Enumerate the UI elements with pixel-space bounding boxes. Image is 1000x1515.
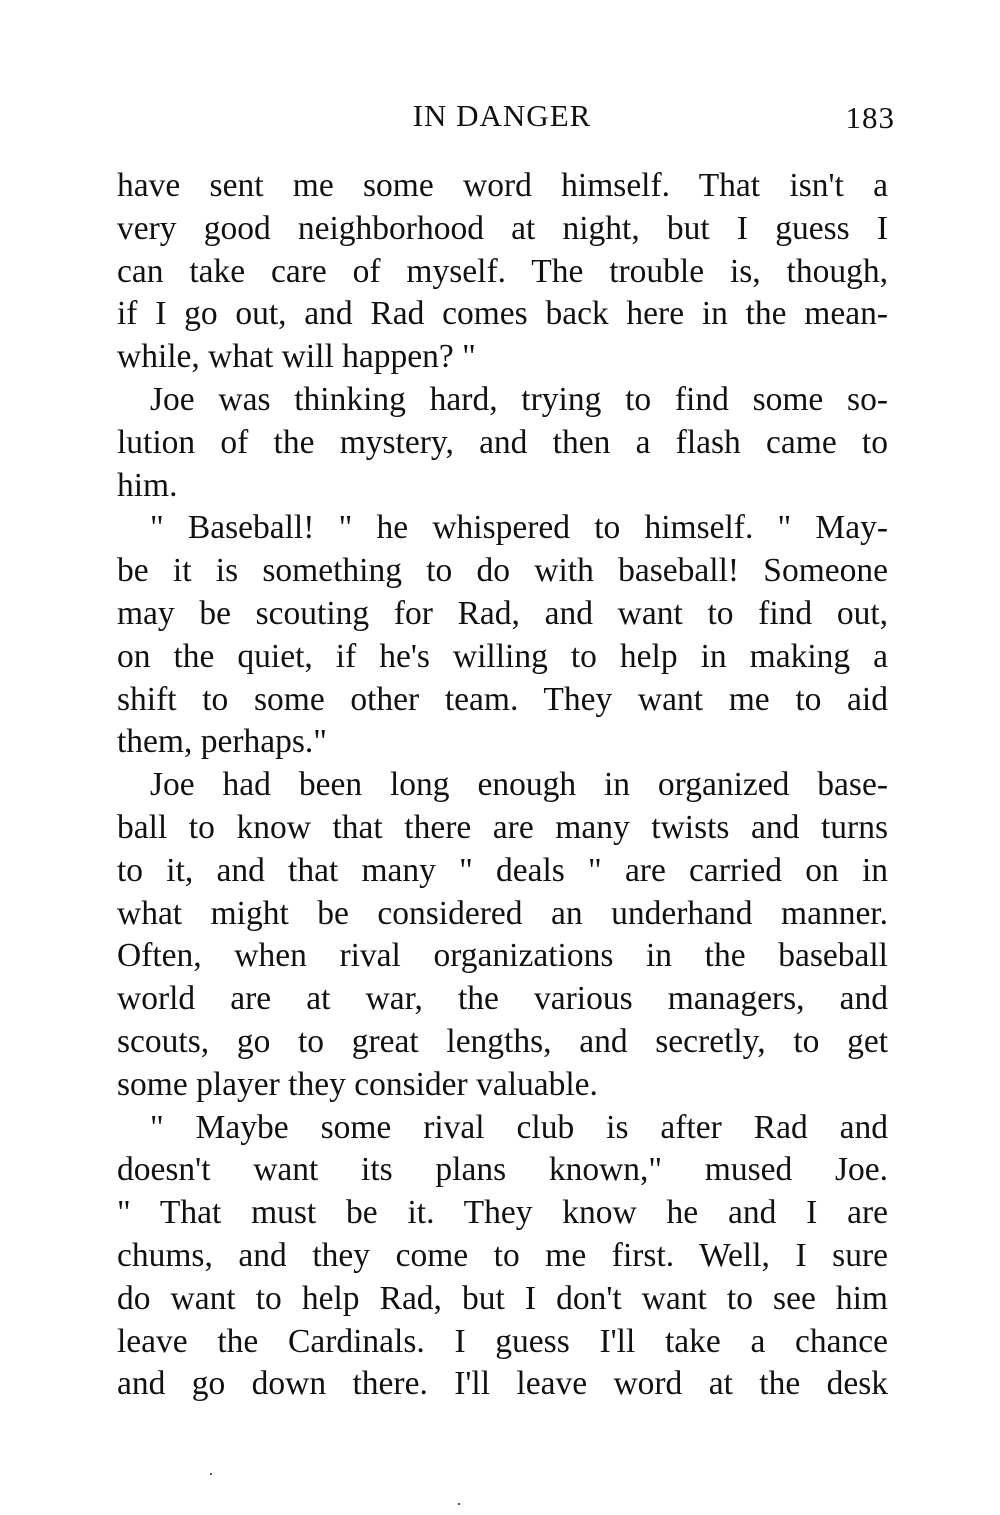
text-line: chums, and they come to me first. Well, I sure [117,1236,888,1274]
text-line: doesn't want its plans known," mused Joe. [117,1151,888,1189]
text-line: to it, and that many " deals " are carried on in [117,851,888,889]
text-line: on the quiet, if he's willing to help in making a [117,637,888,675]
scan-speck [210,1473,212,1475]
text-line: if I go out, and Rad comes back here in the mean- [117,295,888,333]
text-line: can take care of myself. The trouble is, though, [117,252,888,290]
text-line: leave the Cardinals. I guess I'll take a chance [117,1322,888,1360]
page-header [117,98,895,138]
text-line: what might be considered an underhand manner. [117,894,888,932]
text-line: " That must be it. They know he and I are [117,1194,888,1232]
text-line: may be scouting for Rad, and want to find out, [117,594,888,632]
scan-speck [458,1503,460,1505]
text-line: world are at war, the various managers, and [117,980,888,1018]
text-line: lution of the mystery, and then a flash came to [117,423,888,461]
text-line: very good neighborhood at night, but I guess I [117,209,888,247]
text-line: some player they consider valuable. [117,1065,598,1103]
text-line: them, perhaps." [117,723,327,761]
text-line: him. [117,466,178,504]
text-line: Joe had been long enough in organized base- [150,766,888,804]
text-line: have sent me some word himself. That isn't a [117,167,888,204]
text-line: do want to help Rad, but I don't want to see him [117,1279,888,1317]
text-line: be it is something to do with baseball! Someone [117,552,888,590]
text-line: Joe was thinking hard, trying to find some so- [150,380,888,418]
page-number: 183 [845,100,895,135]
text-line: ball to know that there are many twists and turns [117,808,888,846]
body-text [117,165,888,1406]
text-line: " Maybe some rival club is after Rad and [150,1108,888,1146]
text-line: while, what will happen? " [117,338,476,376]
text-line: Often, when rival organizations in the baseball [117,937,888,975]
running-title: IN DANGER [412,98,592,133]
text-line: shift to some other team. They want me to aid [117,680,888,718]
text-line: and go down there. I'll leave word at the desk [117,1365,888,1403]
text-line: " Baseball! " he whispered to himself. " May- [150,509,888,547]
text-line: scouts, go to great lengths, and secretly, to get [117,1022,888,1060]
